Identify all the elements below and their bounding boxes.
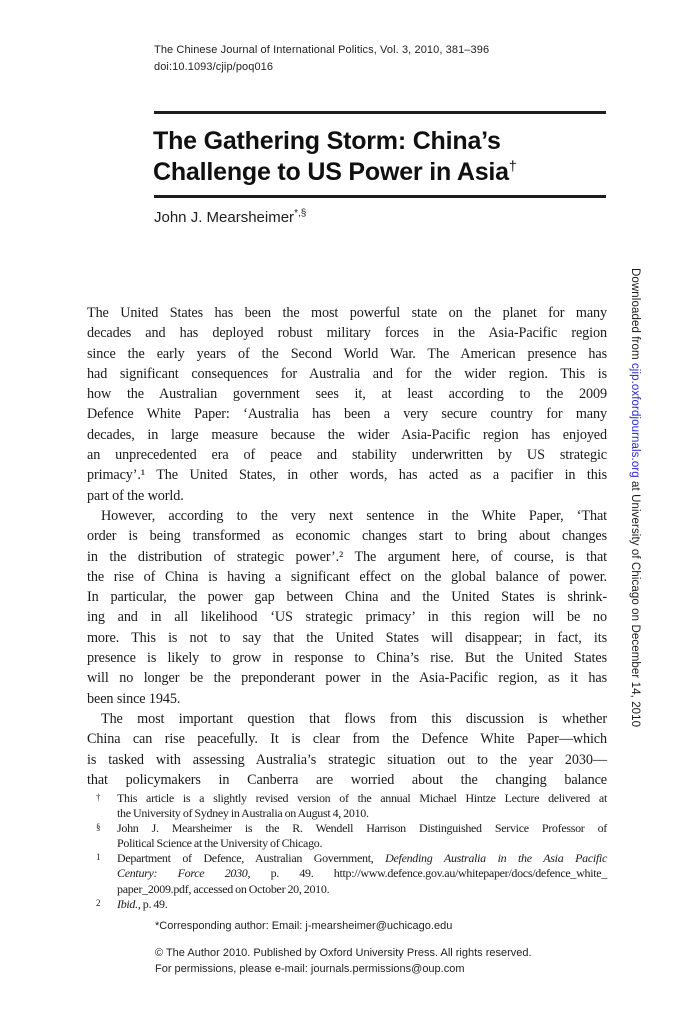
footnote-line: Department of Defence, Australian Government, Defending Australia in the Asia Pacific <box>117 851 607 866</box>
body-line: decades and has deployed robust military forces in the Asia-Pacific region <box>87 325 607 342</box>
body-line: had significant consequences for Australia and for the wider region. This is <box>87 365 607 382</box>
footnote-marker: 2 <box>96 897 101 908</box>
article-body <box>87 303 607 790</box>
download-watermark-link[interactable]: cjip.oxfordjournals.org <box>629 362 641 478</box>
author-footnote-marks: *,§ <box>294 208 307 219</box>
body-paragraph <box>87 709 607 790</box>
author-name: John J. Mearsheimer <box>154 209 295 226</box>
body-line: how the Australian government sees it, at least according to the 2009 <box>87 386 607 403</box>
paper-title-line2-text: Challenge to US Power in Asia <box>153 158 509 186</box>
body-line: primacy’.¹ The United States, in other words, has acted as a pacifier in this <box>87 467 607 484</box>
footnote-line: Century: Force 2030, p. 49. http://www.defence.gov.au/whitepaper/docs/defence_white_ <box>117 866 607 881</box>
body-line: However, according to the very next sentence in the White Paper, ‘That <box>101 507 607 524</box>
corresponding-author-note: *Corresponding author: Email: j-mearsheimer@uchicago.edu <box>155 920 453 932</box>
doi-line: doi:10.1093/cjip/poq016 <box>154 61 274 73</box>
body-line: Defence White Paper: ‘Australia has been a very secure country for many <box>87 406 607 423</box>
footnote <box>87 821 607 851</box>
footnote <box>87 897 607 912</box>
body-line: will no longer be the preponderant power in the Asia-Pacific region, as it has <box>87 670 607 687</box>
body-line: The United States has been the most powerful state on the planet for many <box>87 305 607 321</box>
body-paragraph <box>87 506 607 709</box>
footnotes-section <box>87 791 607 912</box>
footnote-line: paper_2009.pdf, accessed on October 20, 2010. <box>117 881 330 896</box>
footnote <box>87 791 607 821</box>
footnote-marker: † <box>96 792 101 802</box>
download-watermark-pre: Downloaded from <box>629 268 641 363</box>
title-rule-top <box>154 111 606 114</box>
footnote <box>87 851 607 896</box>
body-line: ing and in all likelihood ‘US strategic primacy’ in this region will be no <box>87 609 607 626</box>
footnote-line: This article is a slightly revised version of the annual Michael Hintze Lecture delivered at <box>117 791 607 805</box>
title-rule-bottom <box>154 195 606 198</box>
footnote-line: John J. Mearsheimer is the R. Wendell Harrison Distinguished Service Professor of <box>117 821 607 836</box>
footnote-line: the University of Sydney in Australia on August 4, 2010. <box>117 806 369 821</box>
footnote-marker: § <box>96 822 101 833</box>
journal-header <box>154 42 489 76</box>
body-line: The most important question that flows from this discussion is whether <box>101 710 607 727</box>
body-line: in the distribution of strategic power’.² The argument here, of course, is that <box>87 548 607 565</box>
body-line: the rise of China is having a significant effect on the global balance of power. <box>87 568 607 585</box>
body-line: China can rise peacefully. It is clear from the Defence White Paper—which <box>87 731 607 748</box>
body-line: more. This is not to say that the United States will disappear; in fact, its <box>87 629 607 646</box>
body-line: part of the world. <box>87 487 184 504</box>
body-line: order is being transformed as economic changes start to bring about changes <box>87 528 607 545</box>
body-line: been since 1945. <box>87 690 181 707</box>
footnote-marker: 1 <box>96 852 101 863</box>
copyright-notice <box>155 945 532 977</box>
paper-title-line2 <box>153 157 516 188</box>
download-watermark <box>629 268 641 727</box>
title-dagger-mark: † <box>508 157 517 174</box>
body-line: is tasked with assessing Australia’s strategic situation out to the year 2030— <box>87 751 607 768</box>
copyright-line2: For permissions, please e-mail: journals.permissions@oup.com <box>155 963 465 975</box>
footnote-line: Political Science at the University of Chicago. <box>117 836 323 851</box>
journal-line: The Chinese Journal of International Politics, Vol. 3, 2010, 381–396 <box>154 44 490 56</box>
body-line: decades, in large measure because the wider Asia-Pacific region has enjoyed <box>87 426 607 443</box>
paper-title <box>153 126 516 188</box>
download-watermark-post: at University of Chicago on December 14, 2010 <box>629 477 641 728</box>
footnote-line: Ibid., p. 49. <box>117 896 168 911</box>
body-line: that policymakers in Canberra are worried about the changing balance <box>87 771 607 788</box>
body-paragraph <box>87 303 607 506</box>
body-line: presence is likely to grow in response to China’s rise. But the United States <box>87 650 607 667</box>
body-line: an unprecedented era of peace and stability underwritten by US strategic <box>87 447 607 464</box>
body-line: since the early years of the Second World War. The American presence has <box>87 345 607 362</box>
author-line <box>154 209 306 226</box>
paper-title-line1: The Gathering Storm: China’s <box>153 127 501 155</box>
body-line: In particular, the power gap between China and the United States is shrink- <box>87 589 607 606</box>
copyright-line1: © The Author 2010. Published by Oxford University Press. All rights reserved. <box>155 947 532 959</box>
